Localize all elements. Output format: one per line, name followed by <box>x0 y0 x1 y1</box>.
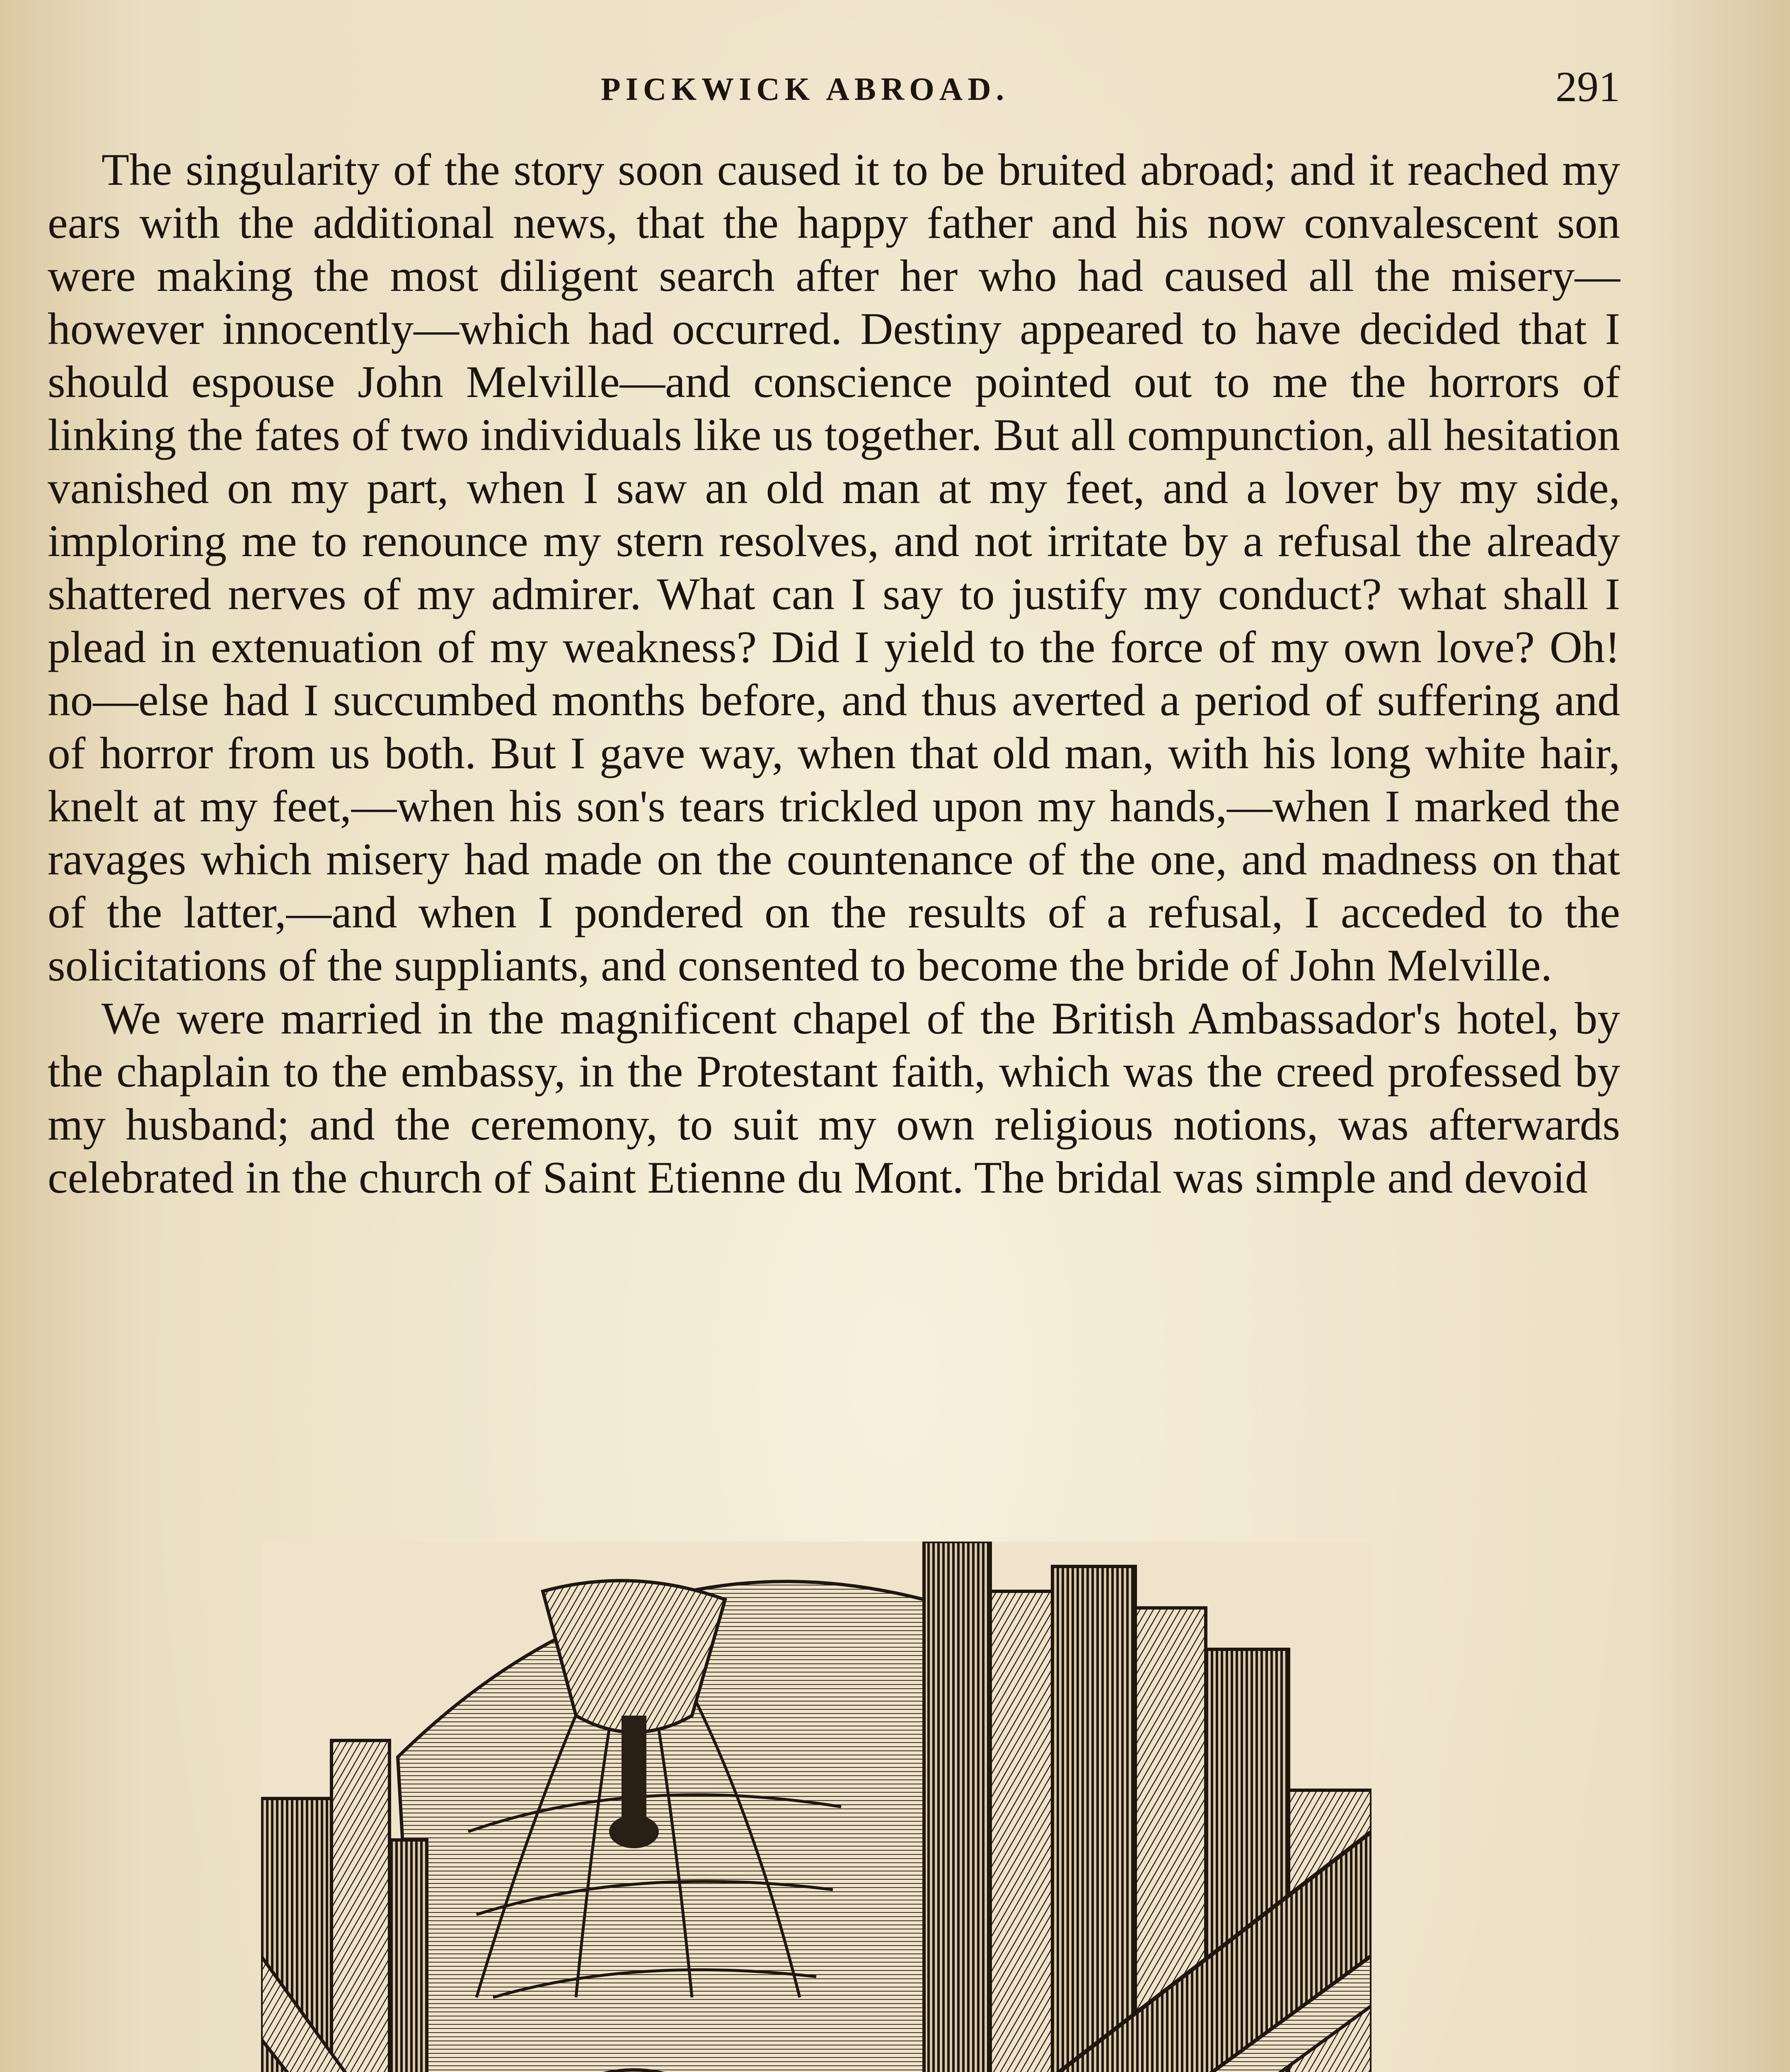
paragraph-2: We were married in the magnificent chapel of the British Ambassador's hotel, by the chaplain to the embassy, in the Protestant faith, which was the creed professed by my husband; and the ceremony, to suit my own religious notions, was afterwards celebrated in the church of Saint Etienne du Mont. The bridal was simple and devoid <box>48 993 1620 1203</box>
page-number: 291 <box>1555 63 1620 111</box>
church-interior-illustration <box>261 1542 1372 2072</box>
page-header <box>50 62 1620 112</box>
paragraph-1: The singularity of the story soon caused it to be bruited abroad; and it reached my ears with the additional news, that the happy father and his now convalescent son were making the most diligent search after her who had caused all the misery—however innocently—which had occurred. Destiny appeared to have decided that I should espouse John Melville—and conscience pointed out to me the horrors of linking the fates of two individuals like us together. But all compunction, all hesitation vanished on my part, when I saw an old man at my feet, and a lover by my side, imploring me to renounce my stern resolves, and not irritate by a refusal the already shattered nerves of my admirer. What can I say to justify my conduct? what shall I plead in extenuation of my weakness? Did I yield to the force of my own love? Oh! no—else had I succumbed months before, and thus averted a period of suffering and of horror from us both. But I gave way, when that old man, with his long white hair, knelt at my feet,—when his son's tears trickled upon my hands,—when I marked the ravages which misery had made on the countenance of the one, and madness on that of the latter,—and when I pondered on the results of a refusal, I acceded to the solicitations of the suppliants, and consented to become the bride of John Melville. <box>48 144 1620 990</box>
body-text-top <box>48 143 1620 1204</box>
running-head: PICKWICK ABROAD. <box>601 71 1009 107</box>
engraving-image <box>261 1542 1372 2072</box>
